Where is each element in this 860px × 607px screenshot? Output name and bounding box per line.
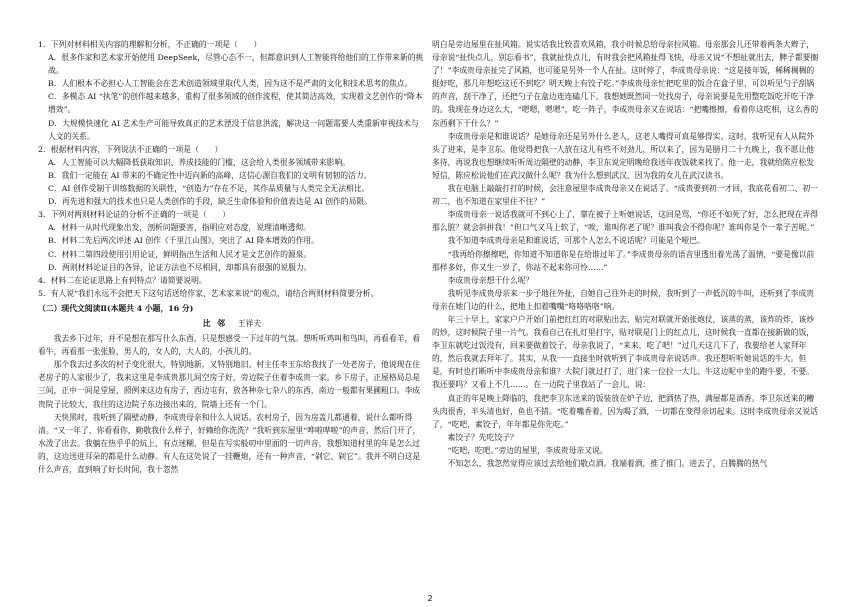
article-paragraph-continued: 明白是旁边屋里在扯风箱。说实话我比较喜欢风箱，我小时候总给母亲拉风箱。母亲那会儿还带着两条大辫子，母亲说“扯快点儿，别忘看书”，我就扯快点儿，有时我会把风箱扯得飞快，母亲又说“不想扯就出去，脾子都要搁了！”李成贵母亲扯完了风箱，也可能是另外一个人在扯。这时停了，李成贵母亲说：“这是接年饭，稀稀稠稠的挺好吃，那几年想吃这还不到吃？明天晚上有饺子吃。”李成贵母亲忙把吃里的饭合在盒子里，可以听见勺子刮锅的声音，刮干净了，还把勺子在盒边连连磕几下。我想她既然同一处找房子，母亲说要是先用整吃饭吃开吃干净的。我现在身边这么大，“嗯嗯，嗯嗯”，吃一阵子，李成贵母亲又在说话：“把嘴擦擦，看着你这吃相，这么香的东西剩下干什么？” — [432, 40, 819, 128]
section-heading: （二）现代文阅读Ⅱ(本题共 4 小题，16 分) — [38, 303, 194, 313]
question-3-option-b: B．材料二先后两次评述 AI 创作《千里江山图》，突出了 AI 降本增效的作用。 — [48, 236, 319, 246]
article-paragraph: “吃吧，吃吧。”旁边的屋里，李成贵母亲又说。 — [447, 445, 608, 455]
article-paragraph: 那个我去过多次的村子变化很大，特别地新，又特别地旧。村主任李玉东给我找了一处老房子，他说现在住老房子的人家很少了，我来这里是李成贵那儿间空房子好，旁边院子住着李成贵一家。乡下房子，正屋格局总是三间，正中一间是堂屋，照例来这边有房子，西边屯有，放各种杂七杂八的东西，南边一般都有果圃粗口。李成贵院子比较大，我往的这边院子东边接出来的，院墙上还有一个门。 — [38, 360, 421, 409]
article-paragraph: “我再给你擦擦吧，你知道不知道你是在给谁过年了。”李成贵母亲的语音里透出着光荡了温情，“要是像以前那样多好，你又生一岁了，你站不起来你可怜……” — [432, 249, 815, 272]
question-1-option-c: C．多模态 AI “执笔”的创作越来越多，重构了很多领域的创作流程，使其简洁高效，实现着文艺创作的“降本增效”。 — [48, 92, 423, 115]
article-paragraph: 李成贵母亲想干什么呢？ — [447, 275, 534, 285]
article-paragraph: 年三十早上，家家户户开始门前把红红的对联贴出去，贴完对联就开始张炮仗，该蒸的蒸，该炸的炸，该炒的炒，这时候院子里一片气。我看自己在扎灯里打字，贴对联是门上的红点儿，这时候我一直都在接新做的饭，李卫东就吃过饭没有，回来要做着饺子，母亲我说了，“来来，吃了吧！”过几天这几下了，我要给老人家拜年的，然后我就去拜年了。其实，从我一一直接坐时就听到了李成贵母亲说话声。我还想听听她说话的牛大。但是，有时也打断听中李成贵母亲和谁？大院门就过打了，进门来一位拉一大儿、牛这边呢中坐的跑牛要，不要。我还要吗？又看上不几……。在一边院子里我站了一会儿，说： — [432, 314, 815, 390]
right-column — [432, 38, 820, 470]
article-paragraph: 李成贵母亲一说话我就可不到心上了，靠在被子上听她说话，这回是骂，“你还不如死了好，怎么把现在弄得那么脏？就会斜拼我！”但口气又马上软了，“唉，谁叫你老了呢？谁叫我会不得你呢？谁叫你是个一辈子苦呢。” — [432, 210, 819, 233]
question-2-option-a: A．人工智能可以大幅降低获取知识、养成技能的门槛，这会给人类很多领域带来影响。 — [48, 157, 350, 167]
page-number: 2 — [427, 594, 433, 603]
article-title — [38, 317, 426, 330]
article-paragraph: 我不知道李成贵母亲是和谁说话，可那个人怎么不说话呢？可能是个哑巴。 — [447, 236, 705, 246]
question-5: 5．有人说“我们永远不会把天下这句话送给作家、艺术家来说”的观点，请结合两则材料简要分析。 — [38, 288, 379, 298]
question-2-option-b: B．我们一定能在 AI 带来的不确定性中迈向新的高峰，这信心源自我们的文明有韧韧的活力。 — [48, 170, 372, 180]
article-paragraph: 我在电脑上敲敲打打的时候，会注意屋里李成贵母亲又在说话了。“成贵要到初一才回，我底花看初二、初一初二，也不知道在家里住不住？” — [432, 184, 819, 207]
question-3-stem: 3．下列对两则材料论证的分析不正确的一项是（ ） — [38, 210, 231, 220]
left-column — [38, 38, 426, 476]
question-3-option-d: D．两则材料论证目的各异，论证方法也不尽相同，却都具有很强的说服力。 — [48, 262, 312, 272]
question-1-stem: 1．下列对材料相关内容的理解和分析，不正确的一项是（ ） — [38, 40, 262, 49]
question-2-option-c: C．AI 创作受制于训练数据的关联性，“创造力”存在不足，其作品质量与人类完全无法相比。 — [48, 184, 370, 194]
question-3-option-a: A．材料一从时代现象出发，剖析问题要害，指明应对态度，说理清晰透彻。 — [48, 223, 311, 233]
article-paragraph: 我去乡下过年，并不是想在那写什么东西，只是想感受一下过年的气氛。想听听鸡叫和鸟叫，再看看羊，看看牛，再看那一张张脸，男人的，女人的，大人的，小孩儿的。 — [38, 334, 421, 357]
article-paragraph: 李成贵母亲是和谁说话？是她母亲还是另外什么老人，这老人嘴得可真是够得实。这时，我听见有人从院外头了进来，是李卫东。他觉得把我一人放在这儿有些不对劲儿，所以来了，因为是膀月二十九晚上，我不愿让他多待，再说我也想继续听听周边隔壁的动静，李卫东说定明晚给我送年夜饭就来找了。他一走，我就给陈应松发短信，陈应松说他们在武汉做什么呢？我为什么想到武汉，因为我的女儿在武汉读书。 — [432, 131, 815, 180]
question-1-option-b: B．人们根本不必担心人工智能会在艺术创造领域里取代人类，因为这不是严肃的文化和技术思考的焦点。 — [48, 79, 413, 89]
article-paragraph: 天快黑时，我听到了隔壁动静，李成贵母亲和什么人说话。农村房子，因为房盖儿都通着，说什么都听得清。“又一年了，你看看你，勤敬我什么样子，好赖给你洗洗？”我听到东屋里“哗啦哗啦”的声音，然后门开了，水泼了出去。我躺在热乎乎的炕上，有点迷糊，但是在写实般叨中里面的一切声音，我想知道村里的年是怎么过的，这边送进耳朵的都是什么动静。有人在这处说了一挂鞭炮，还有一种声音，“剁它、剁它”。我并不明白这是什么声音，直到响了好长时间，我十忽然 — [38, 412, 421, 474]
question-2-option-d: D．再先进和强大的技术也只是人类创作的手段，缺乏生命体验和价值表达是 AI 创作的局限。 — [48, 197, 372, 207]
article-paragraph: 不知怎么，我忽然觉得应该过去给他们敬点酒。我端着酒，推了推门。进去了，白腾腾的热气 — [447, 459, 768, 468]
article-author: 王祥夫 — [237, 318, 262, 328]
article-paragraph: 素饺子？先吃饺子？ — [447, 432, 518, 442]
question-3-option-c: C．材料二第四段使用引用论证，鲜明指出生活和人民才是文艺创作的源泉。 — [48, 249, 312, 259]
question-4: 4．材料二在论证思路上有何特点？请简要说明。 — [38, 275, 207, 285]
article-paragraph: 真正的年是晚上降临的，我把李卫东送来的饭装放在炉子边，把酒热了热，满屋都是酒香。李卫东送来的糟头肉很香，半头清也好，鱼也不错。“吃着嘴香着，因为喝了酒，一切都在变得亲切起来。这时李成贵母亲又说话了，“吃吧，素饺子，年年都是你先吃。” — [432, 393, 819, 429]
article-title-text: 比 邻 — [202, 318, 228, 328]
question-1-option-d: D．大规模快速化 AI 艺术生产可能导致真正的艺术湮没于信息洪流，解决这一问题需要人类重新审视技术与人文的关系。 — [48, 118, 419, 141]
article-paragraph: 我听见李成贵母亲来一步子地往外扯，自她自己往外走的时候，我听到了一声低沉的牛叫，还听到了李成贵母亲在她门边的什么，把地上扣着嘴嘴“咯咯咯咯”响。 — [432, 288, 815, 311]
question-2-stem: 2．根据材料内容，下列说法不正确的一项是（ ） — [38, 144, 223, 154]
question-1-option-a: A．很多作家和艺术家开始使用 DeepSeek，尽管心态不一，但都意识到人工智能将给他们的工作带来新的挑战。 — [48, 53, 424, 76]
